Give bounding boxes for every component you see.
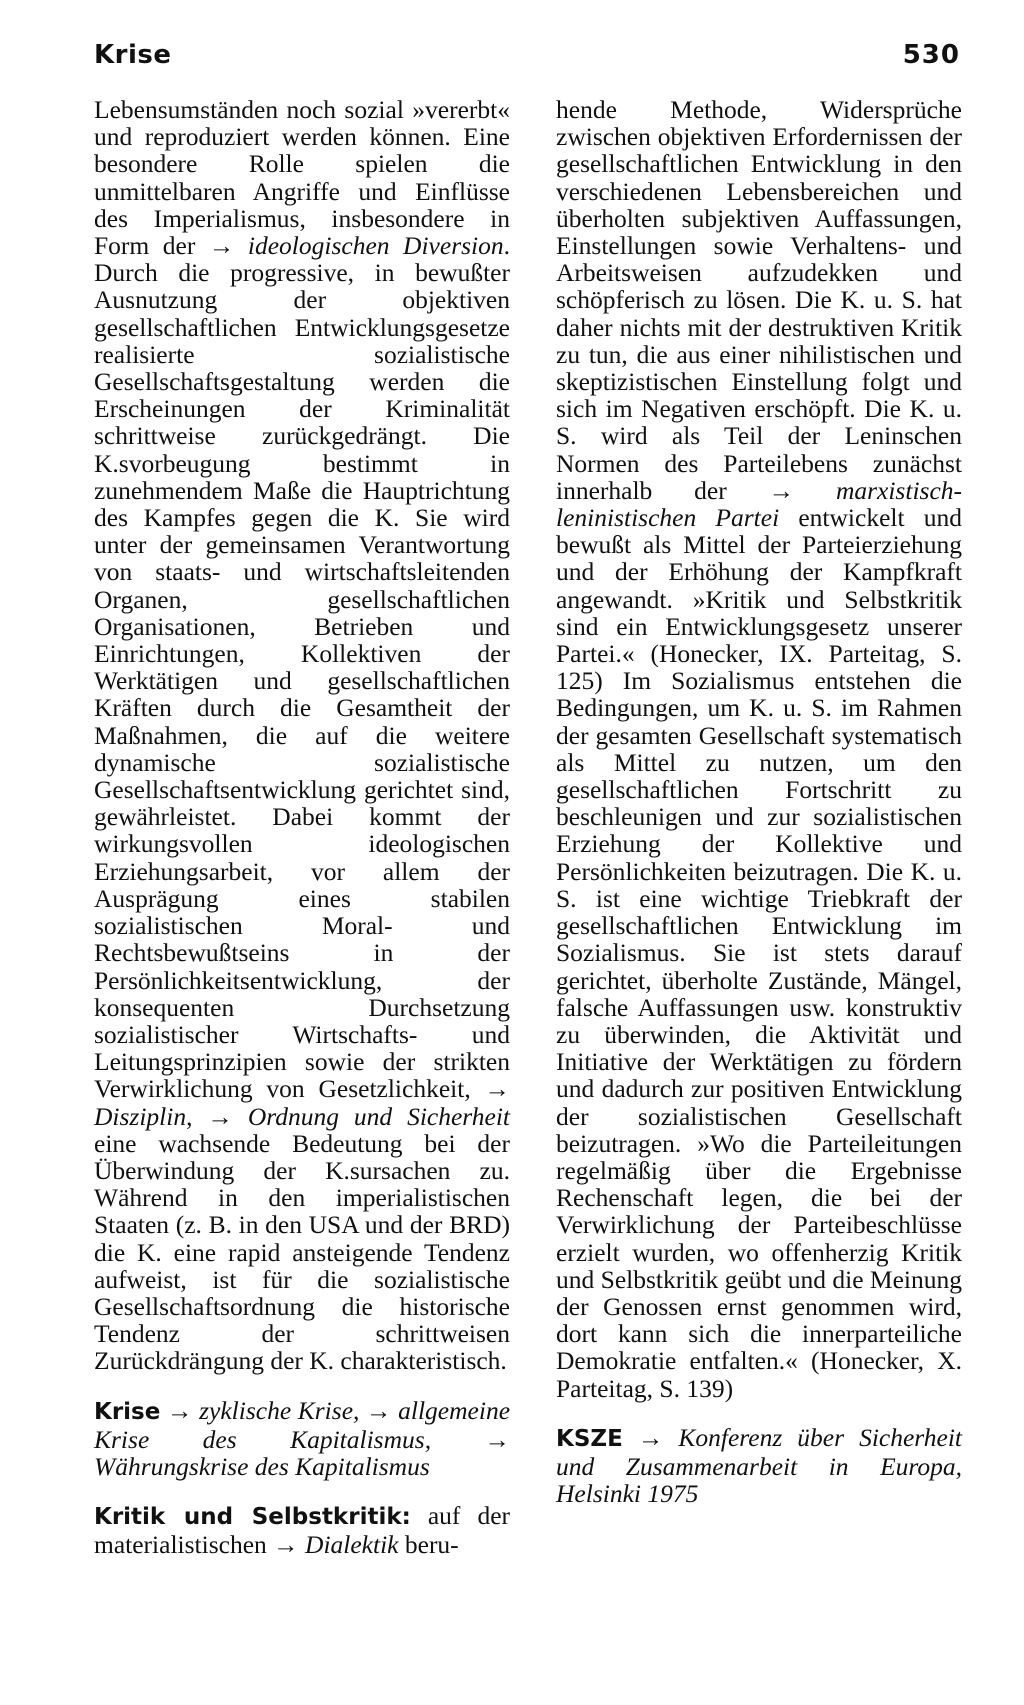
page-header: [94, 40, 960, 80]
entry-term: KSZE: [556, 1425, 623, 1452]
cross-reference: Ordnung und Sicherheit: [247, 1101, 510, 1131]
cross-reference-arrow: →: [366, 1395, 392, 1425]
kriminalitaet-continuation: Lebensumständen noch sozial »vererbt« und reproduziert werden können. Eine besondere Rolle spielen die unmittelbaren Angriffe und Einflüsse des Imperialismus, insbesondere in Form der → ideologischen Diversion. Durch die progressive, in bewußter Ausnutzung der objektiven gesellschaftlichen Entwicklungsgesetze realisierte sozialistische Gesellschaftsgestaltung werden die Erscheinungen der Kriminalität schrittweise zurückgedrängt. Die K.svorbeugung bestimmt in zunehmendem Maße die Hauptrichtung des Kampfes gegen die K. Sie wird unter der gemeinsamen Verantwortung von staats- und wirtschaftsleitenden Organen, gesellschaftlichen Organisationen, Betrieben und Einrichtungen, Kollektiven der Werktätigen und gesellschaftlichen Kräften durch die Gesamtheit der Maßnahmen, die auf die weitere dynamische sozialistische Gesellschaftsentwicklung gerichtet sind, gewährleistet. Dabei kommt der wirkungsvollen ideologischen Erziehungsarbeit, vor allem der Ausprägung eines stabilen sozialistischen Moral- und Rechtsbewußtseins in der Persönlichkeitsentwicklung, der konsequenten Durchsetzung sozialistischer Wirtschafts- und Leitungsprinzipien sowie der strikten Verwirklichung von Gesetzlichkeit, → Disziplin, → Ordnung und Sicherheit eine wachsende Bedeutung bei der Überwindung der K.sursachen zu. Während in den imperialistischen Staaten (z. B. in den USA und der BRD) die K. eine rapid ansteigende Tendenz aufweist, ist für die sozialistische Gesellschaftsordnung die historische Tendenz der schrittweisen Zurückdrängung der K. charakteristisch.: [94, 95, 511, 1376]
cross-reference: ideologischen Diversion: [247, 231, 504, 261]
entry-krise: Krise → zyklische Krise, → allgemeine Krise des Kapitalismus, → Währungskrise des Kapitalismus: [94, 1395, 511, 1481]
cross-reference-arrow: →: [208, 231, 235, 261]
cross-reference: Konferenz über Sicherheit und Zusammenarbeit in Europa, Helsinki 1975: [556, 1422, 963, 1509]
cross-reference: zyklische Krise: [199, 1395, 354, 1425]
left-column: [94, 96, 510, 1559]
page-number: 530: [902, 40, 960, 70]
cross-reference-arrow: →: [484, 1074, 510, 1104]
cross-reference-arrow: →: [768, 475, 795, 505]
entry-term: Krise: [94, 1398, 161, 1425]
entry-ksze: [556, 1424, 962, 1508]
cross-reference-arrow: →: [637, 1422, 664, 1452]
running-head: Krise: [94, 40, 172, 70]
entry-term: Kritik und Selbstkritik:: [94, 1504, 411, 1531]
cross-reference: Währungskrise des Kapitalismus: [94, 1451, 430, 1481]
right-column: [556, 96, 962, 1507]
cross-reference: Disziplin: [94, 1101, 187, 1131]
cross-reference: allgemeine Krise des Kapitalismus: [94, 1395, 511, 1454]
cross-reference-arrow: →: [273, 1530, 299, 1560]
cross-reference-arrow: →: [484, 1424, 510, 1454]
cross-reference: Dialektik: [305, 1530, 399, 1560]
entry-kritik-und-selbstkritik: Kritik und Selbstkritik: auf der materialistischen → Dialektik beru-: [94, 1501, 511, 1560]
cross-reference-arrow: →: [207, 1101, 233, 1131]
cross-reference-arrow: →: [166, 1395, 193, 1425]
kritik-continuation: hende Methode, Widersprüche zwischen objektiven Erfordernissen der gesellschaftlichen Entwicklung in den verschiedenen Lebensbereichen und überholten subjektiven Auffassungen, Einstellungen sowie Verhaltens- und Arbeitsweisen aufzudekken und schöpferisch zu lösen. Die K. u. S. hat daher nichts mit der destruktiven Kritik zu tun, die aus einer nihilistischen und skeptizistischen Einstellung folgt und sich im Negativen erschöpft. Die K. u. S. wird als Teil der Leninschen Normen des Parteilebens zunächst innerhalb der → marxistisch-leninistischen Partei entwickelt und bewußt als Mittel der Parteierziehung und der Erhöhung der Kampfkraft angewandt. »Kritik und Selbstkritik sind ein Entwicklungsgesetz unserer Partei.« (Honecker, IX. Parteitag, S. 125) Im Sozialismus entstehen die Bedingungen, um K. u. S. im Rahmen der gesamten Gesellschaft systematisch als Mittel zu nutzen, um den gesellschaftlichen Fortschritt zu beschleunigen und zur sozialistischen Erziehung der Kollektive und Persönlichkeiten beizutragen. Die K. u. S. ist eine wichtige Triebkraft der gesellschaftlichen Entwicklung im Sozialismus. Sie ist stets darauf gerichtet, überholte Zustände, Mängel, falsche Auffassungen usw. konstruktiv zu überwinden, die Aktivität und Initiative der Werktätigen zu fördern und dadurch zur positiven Entwicklung der sozialistischen Gesellschaft beizutragen. »Wo die Parteileitungen regelmäßig über die Ergebnisse Rechenschaft legen, die bei der Verwirklichung der Parteibeschlüsse erzielt wurden, wo offenherzig Kritik und Selbstkritik geübt und die Meinung der Genossen ernst genommen wird, dort kann sich die innerparteiliche Demokratie entfalten.« (Honecker, X. Parteitag, S. 139): [556, 95, 963, 1403]
cross-reference: marxistisch-leninistischen Partei: [556, 475, 963, 533]
